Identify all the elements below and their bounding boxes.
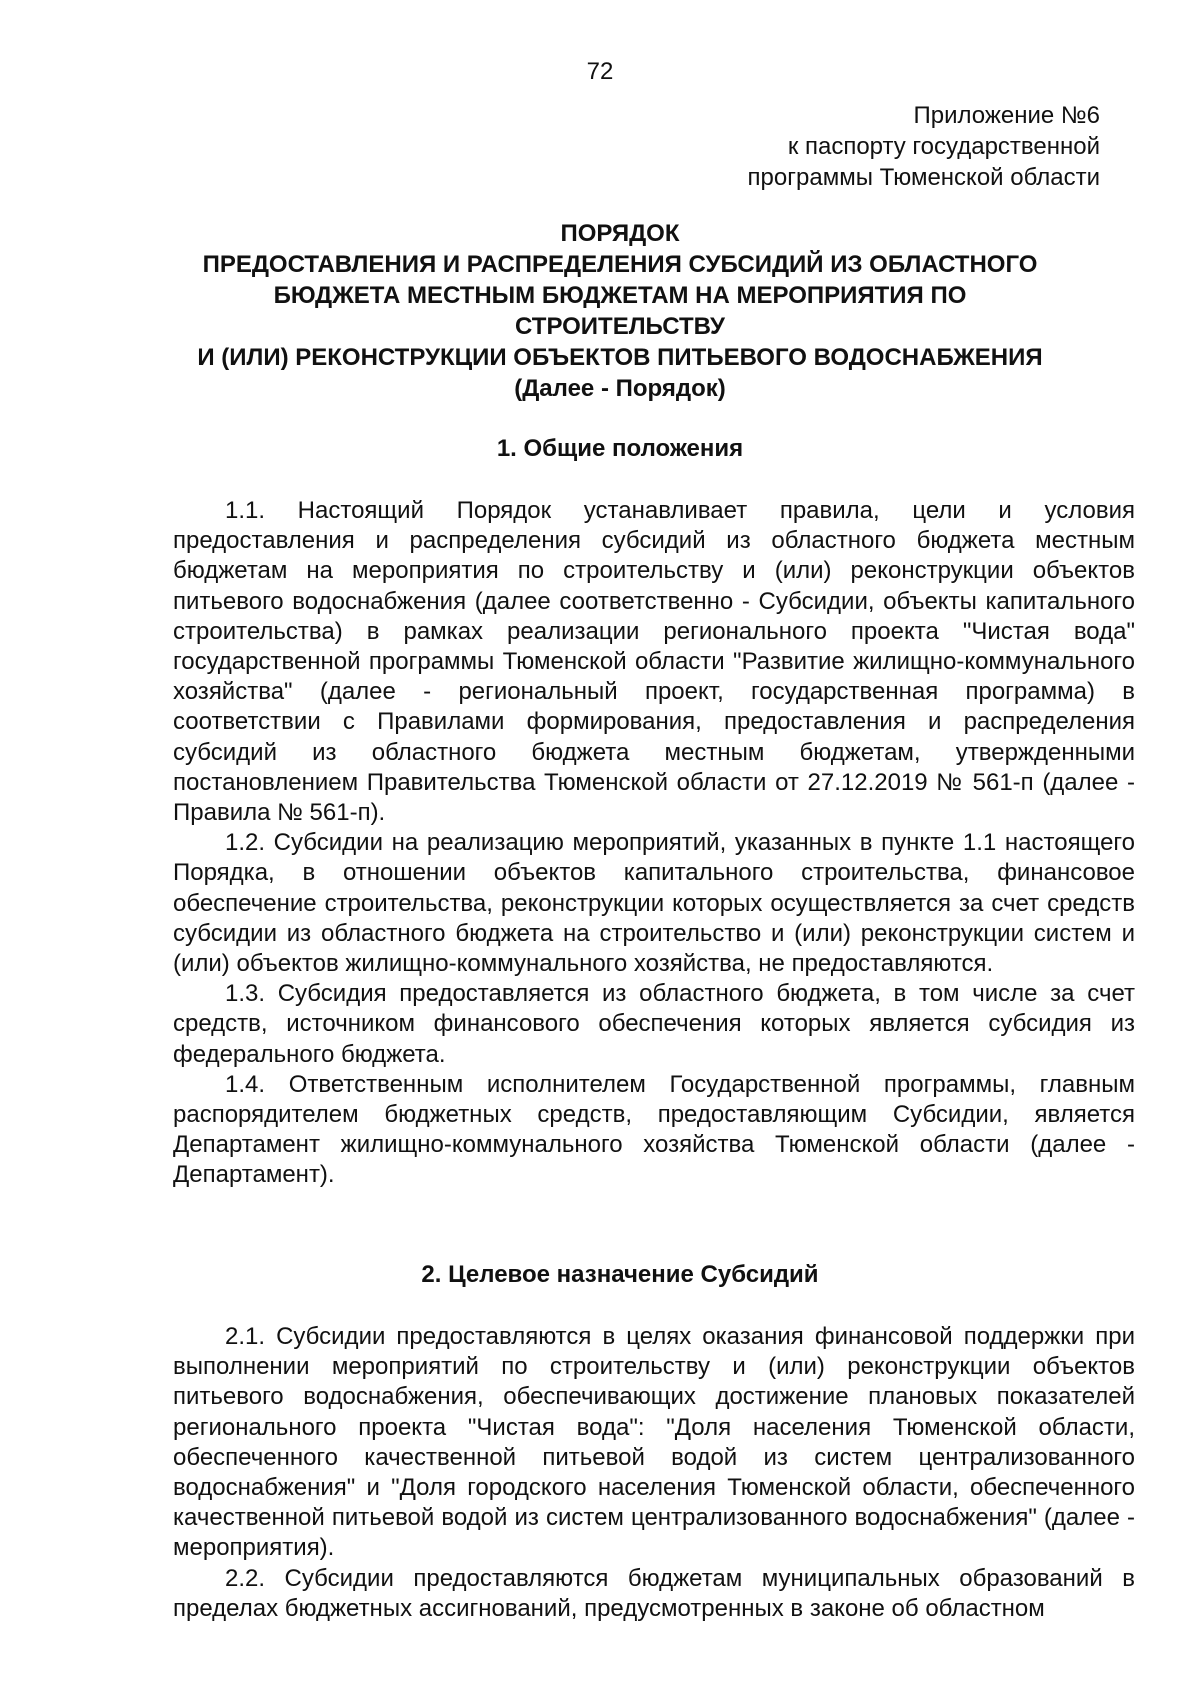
page-number: 72 xyxy=(586,58,614,85)
appendix-line: программы Тюменской области xyxy=(747,164,1100,191)
title-line: И (ИЛИ) РЕКОНСТРУКЦИИ ОБЪЕКТОВ ПИТЬЕВОГО ВОДОСНАБЖЕНИЯ xyxy=(197,344,1043,371)
paragraph: 2.1. Субсидии предоставляются в целях оказания финансовой поддержки при выполнении мероприятий по строительству и (или) реконструкции объектов питьевого водоснабжения, обеспечивающих достижение плановых показателей регионального проекта "Чистая вода": "Доля населения Тюменской области, обеспеченного качественной питьевой водой из систем централизованного водоснабжения" и "Доля городского населения Тюменской области, обеспеченного качественной питьевой водой из систем централизованного водоснабжения" (далее - мероприятия). xyxy=(173,1323,1135,1562)
section-1-body xyxy=(173,496,1135,1191)
title-line: ПРЕДОСТАВЛЕНИЯ И РАСПРЕДЕЛЕНИЯ СУБСИДИЙ ИЗ ОБЛАСТНОГО xyxy=(202,251,1038,278)
title-line: СТРОИТЕЛЬСТВУ xyxy=(515,313,725,340)
title-line: ПОРЯДОК xyxy=(560,220,680,247)
title-line: БЮДЖЕТА МЕСТНЫМ БЮДЖЕТАМ НА МЕРОПРИЯТИЯ ПО xyxy=(273,282,967,309)
section-2-body xyxy=(173,1322,1135,1624)
paragraph: 1.2. Субсидии на реализацию мероприятий, указанных в пункте 1.1 настоящего Порядка, в отношении объектов капитального строительства, финансовое обеспечение строительства, реконструкции которых осуществляется за счет средств субсидии из областного бюджета на строительство и (или) реконструкции систем и (или) объектов жилищно-коммунального хозяйства, не предоставляются. xyxy=(173,829,1135,978)
appendix-note xyxy=(748,100,1100,193)
paragraph: 1.1. Настоящий Порядок устанавливает правила, цели и условия предоставления и распределения субсидий из областного бюджета местным бюджетам на мероприятия по строительству и (или) реконструкции объектов питьевого водоснабжения (далее соответственно - Субсидии, объекты капитального строительства) в рамках реализации регионального проекта "Чистая вода" государственной программы Тюменской области "Развитие жилищно-коммунального хозяйства" (далее - региональный проект, государственная программа) в соответствии с Правилами формирования, предоставления и распределения субсидий из областного бюджета местным бюджетам, утвержденными постановлением Правительства Тюменской области от 27.12.2019 № 561-п (далее - Правила № 561-п). xyxy=(173,497,1135,827)
section-heading: 2. Целевое назначение Субсидий xyxy=(421,1261,819,1288)
document-title xyxy=(160,218,1080,404)
section-heading: 1. Общие положения xyxy=(496,435,744,462)
appendix-line: к паспорту государственной xyxy=(787,133,1100,160)
title-line: (Далее - Порядок) xyxy=(514,375,726,402)
paragraph: 2.2. Субсидии предоставляются бюджетам муниципальных образований в пределах бюджетных ассигнований, предусмотренных в законе об областном xyxy=(173,1564,1135,1622)
appendix-line: Приложение №6 xyxy=(913,102,1100,129)
paragraph: 1.3. Субсидия предоставляется из областного бюджета, в том числе за счет средств, источником финансового обеспечения которых является субсидия из федерального бюджета. xyxy=(173,980,1135,1068)
paragraph: 1.4. Ответственным исполнителем Государственной программы, главным распорядителем бюджетных средств, предоставляющим Субсидии, является Департамент жилищно-коммунального хозяйства Тюменской области (далее - Департамент). xyxy=(173,1070,1135,1189)
